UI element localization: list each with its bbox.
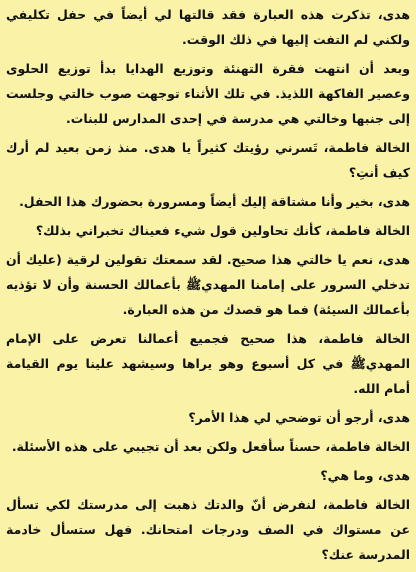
paragraph-huda-remembered: هدى، تذكرت هذه العبارة فقد قالتها لي أيضاً في حفل تكليفي ولكني لم التفت إليها في ذلك الوقت. <box>6 7 410 47</box>
paragraph-huda-what: هدى، وما هي؟ <box>320 468 410 483</box>
paragraph-fatima-hypothetical: الخالة فاطمة، لنفرض أنّ والدتك ذهبت إلى مدرستك لكي تسأل عن مستواك في الصف ودرجات امتحانك. فهل ستسأل خادمة المدرسة عنك؟ <box>6 497 410 562</box>
paragraph-huda-asks-meaning: هدى، نعم يا خالتي هذا صحيح. لقد سمعتك تقولين لرقية (عليك أن تدخلي السرور على إمامنا المهديﷺ بأعمالك الحسنة وأن لا تؤذيه بأعمالك السيئة) فما هو قصدك من هذه العبارة. <box>6 252 410 317</box>
paragraph-fatima-condition: الخالة فاطمة، حسناً سأفعل ولكن بعد أن تجيبي على هذه الأسئلة. <box>11 439 410 454</box>
paragraph-huda-request: هدى، أرجو أن توضحي لي هذا الأمر؟ <box>188 410 410 425</box>
paragraph-narration: وبعد أن انتهت فقرة التهنئة وتوزيع الهدايا بدأ توزيع الحلوى وعصير الفاكهة اللذيذ. في تلك الأثناء توجهت صوب خالتي وجلست إلى جنبها وخالتي هي مدرسة في إحدى المدارس للبنات. <box>6 61 410 126</box>
paragraph-fatima-greeting: الخالة فاطمة، تَسرني رؤيتك كثيراً يا هدى. منذ زمن بعيد لم أرك كيف أنتِ؟ <box>6 140 410 180</box>
paragraph-huda-reply: هدى، بخير وأنا مشتاقة إليك أيضاً ومسرورة بحضورك هذا الحفل. <box>19 194 410 209</box>
paragraph-fatima-question: الخالة فاطمة، كأنك تحاولين قول شيء فعيناك تخبراني بذلك؟ <box>35 223 410 238</box>
paragraph-fatima-explains: الخالة فاطمة، هذا صحيح فجميع أعمالنا تعرض على الإمام المهديﷺ في كل أسبوع وهو يراها وسيشهد علينا يوم القيامة أمام الله. <box>6 331 410 396</box>
